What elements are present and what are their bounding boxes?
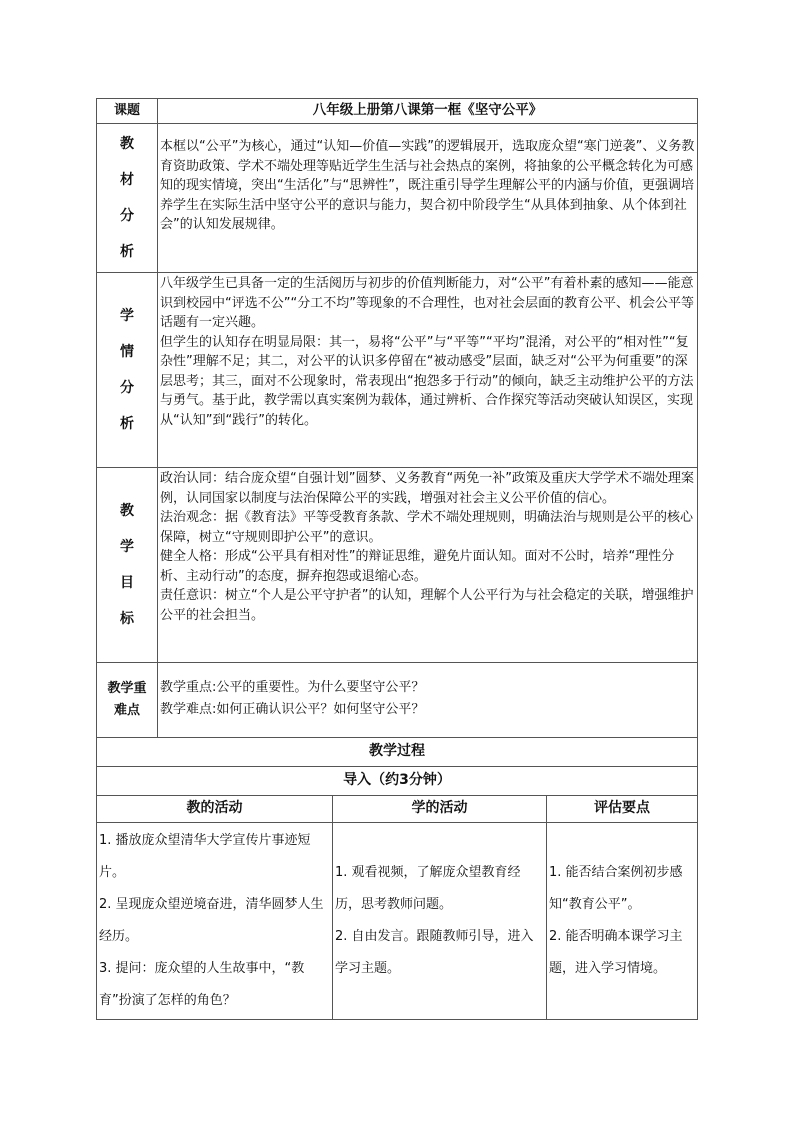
lesson-plan-table [96,98,698,1020]
keypoints-label: 教学重 难点 [97,663,158,738]
students-row [97,273,698,468]
goals-label: 教 学 目 标 [97,468,158,663]
intro-title: 导入（约3分钟） [97,767,698,796]
col-eval-header: 评估要点 [547,796,698,823]
col-student-header: 学的活动 [333,796,547,823]
topic-row [97,99,698,124]
intro-title-row [97,767,698,796]
material-label: 教 材 分 析 [97,124,158,273]
material-text: 本框以“公平”为核心，通过“认知—价值—实践”的逻辑展开，选取庞众望“寒门逆袭”、义务教育资助政策、学术不端处理等贴近学生生活与社会热点的案例，将抽象的公平概念转化为可感知的现实情境，突出“生活化”与“思辨性”，既注重引导学生理解公平的内涵与价值，更强调培养学生在实际生活中坚守公平的意识与能力，契合初中阶段学生“从具体到抽象、从个体到社会”的认知发展规律。 [158,124,698,273]
list-item: 1. 播放庞众望清华大学宣传片事迹短片。 [99,833,311,880]
student-activity [333,823,547,1020]
intro-activity-row [97,823,698,1020]
students-text: 八年级学生已具备一定的生活阅历与初步的价值判断能力，对“公平”有着朴素的感知——能意识到校园中“评选不公”“分工不均”等现象的不合理性，也对社会层面的教育公平、机会公平等话题有一定兴趣。 但学生的认知存在明显局限：其一，易将“公平”与“平等”“平均”混淆，对公平的“相对性”“复杂性”理解不足；其二，对公平的认识多停留在“被动感受”层面，缺乏对“公平为何重要”的深层思考；其三，面对不公现象时，常表现出“抱怨多于行动”的倾向，缺乏主动维护公平的方法与勇气。基于此，教学需以真实案例为载体，通过辨析、合作探究等活动突破认知误区，实现从“认知”到“践行”的转化。 [158,273,698,468]
list-item: 2. 能否明确本课学习主题，进入学习情境。 [549,929,683,976]
process-title-row [97,738,698,767]
list-item: 2. 呈现庞众望逆境奋进，清华圆梦人生经历。 [99,897,324,944]
topic-value: 八年级上册第八课第一框《坚守公平》 [158,99,698,124]
goals-row [97,468,698,663]
list-item: 1. 能否结合案例初步感知“教育公平”。 [549,865,683,912]
list-item: 2. 自由发言。跟随教师引导，进入学习主题。 [335,929,534,976]
eval-points [547,823,698,1020]
material-row [97,124,698,273]
list-item: 1. 观看视频，了解庞众望教育经历，思考教师问题。 [335,865,521,912]
col-teacher-header: 教的活动 [97,796,333,823]
teacher-activity [97,823,333,1020]
students-label: 学 情 分 析 [97,273,158,468]
list-item: 3. 提问：庞众望的人生故事中，“教育”扮演了怎样的角色？ [99,961,305,1008]
topic-label: 课题 [97,99,158,124]
keypoints-text: 教学重点:公平的重要性。为什么要坚守公平？ 教学难点:如何正确认识公平？如何坚守公平？ [158,663,698,738]
keypoints-row [97,663,698,738]
goals-text: 政治认同：结合庞众望“自强计划”圆梦、义务教育“两免一补”政策及重庆大学学术不端处理案例，认同国家以制度与法治保障公平的实践，增强对社会主义公平价值的信心。 法治观念：据《教育法》平等受教育条款、学术不端处理规则，明确法治与规则是公平的核心保障，树立“守规则即护公平”的意识。 健全人格：形成“公平具有相对性”的辩证思维，避免片面认知。面对不公时，培养“理性分析、主动行动”的态度，摒弃抱怨或退缩心态。 责任意识：树立“个人是公平守护者”的认知，理解个人公平行为与社会稳定的关联，增强维护公平的社会担当。 [158,468,698,663]
process-title: 教学过程 [97,738,698,767]
column-header-row [97,796,698,823]
